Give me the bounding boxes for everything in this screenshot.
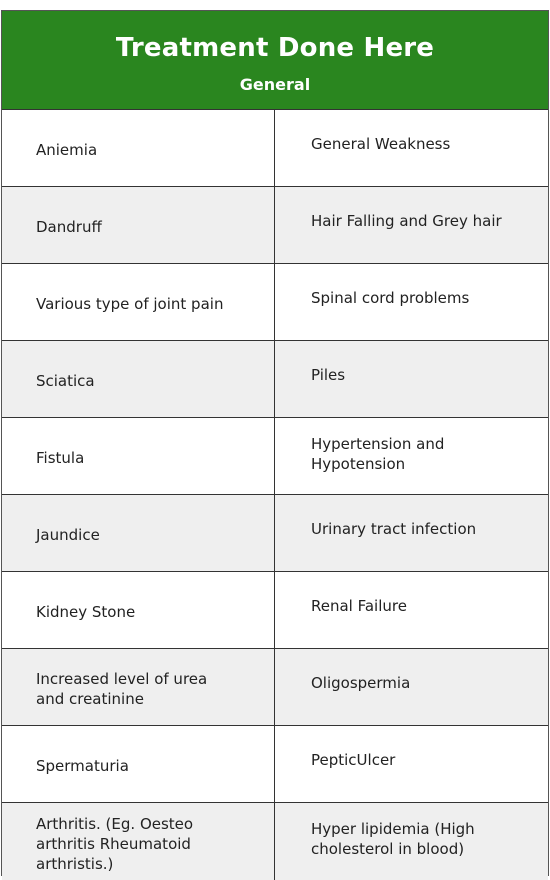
table-cell-left: Spermaturia [2, 726, 275, 803]
table-cell-left: Aniemia [2, 110, 275, 187]
table-cell-right: Oligospermia [275, 649, 548, 726]
table-cell-left: Dandruff [2, 187, 275, 264]
table-cell-right: PepticUlcer [275, 726, 548, 803]
table-cell-right: Renal Failure [275, 572, 548, 649]
card-header [2, 11, 548, 110]
table-cell-left: Fistula [2, 418, 275, 495]
page-title: Treatment Done Here [115, 33, 435, 63]
section-subtitle: General [239, 75, 311, 94]
table-cell-left: Various type of joint pain [2, 264, 275, 341]
table-cell-left: Arthritis. (Eg. Oesteo arthritis Rheumatoid arthristis.) [2, 803, 275, 880]
table-cell-left: Jaundice [2, 495, 275, 572]
treatment-card [1, 10, 549, 876]
table-cell-left: Increased level of urea and creatinine [2, 649, 275, 726]
table-cell-right: Urinary tract infection [275, 495, 548, 572]
table-cell-right: Hyper lipidemia (High cholesterol in blood) [275, 803, 548, 880]
table-cell-right: Hypertension and Hypotension [275, 418, 548, 495]
table-cell-right: Spinal cord problems [275, 264, 548, 341]
table-cell-right: Hair Falling and Grey hair [275, 187, 548, 264]
treatment-table [2, 110, 548, 880]
table-cell-left: Sciatica [2, 341, 275, 418]
table-cell-left: Kidney Stone [2, 572, 275, 649]
table-cell-right: General Weakness [275, 110, 548, 187]
table-cell-right: Piles [275, 341, 548, 418]
